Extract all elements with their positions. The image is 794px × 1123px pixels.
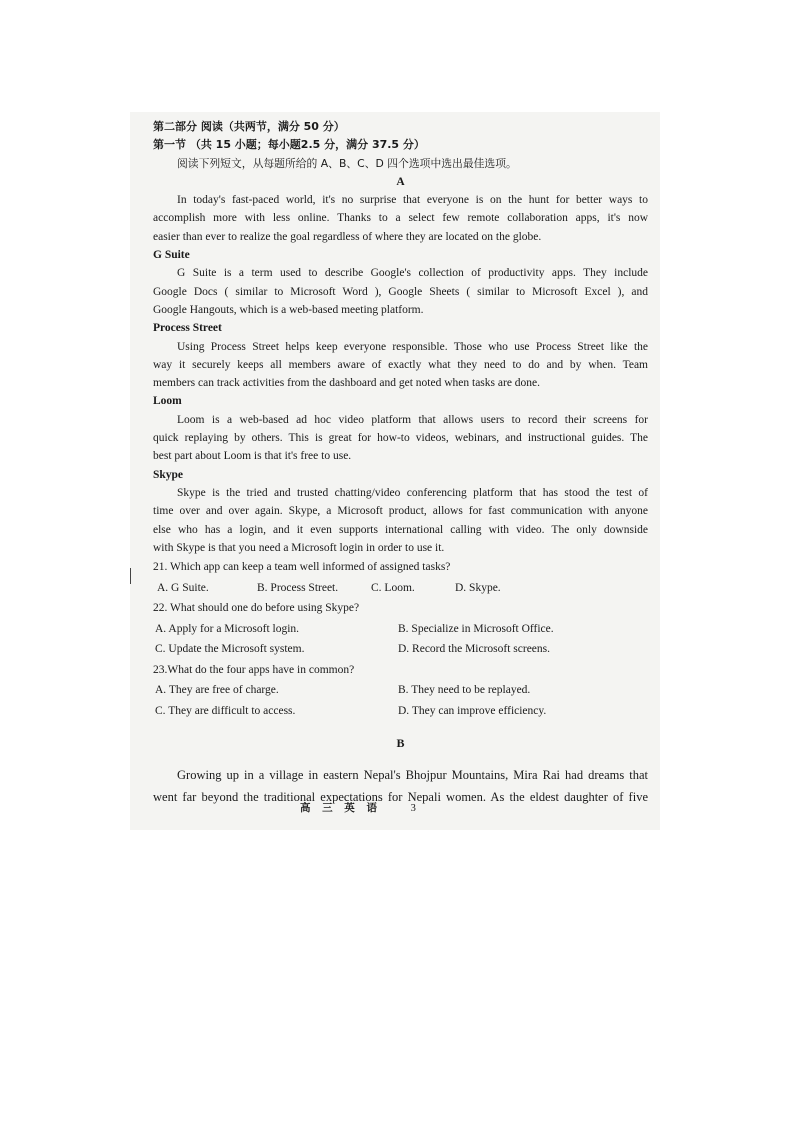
passage-a-intro — [153, 191, 648, 246]
instruction: 阅读下列短文，从每题所给的 A、B、C、D 四个选项中选出最佳选项。 — [177, 156, 517, 170]
text-line: time over and over again. Skype, a Microsoft product, allows for fast communication with anyone — [153, 505, 648, 518]
app-heading-skype: Skype — [153, 468, 184, 481]
option-a: A. G Suite. — [157, 581, 209, 594]
option-a: A. Apply for a Microsoft login. — [155, 622, 300, 635]
options-row — [153, 578, 648, 599]
option-a: A. They are free of charge. — [155, 684, 279, 697]
app-paragraph-skype — [153, 484, 648, 557]
option-b: B. Specialize in Microsoft Office. — [398, 622, 554, 635]
option-c: C. Loom. — [371, 581, 415, 594]
exam-page — [153, 118, 648, 808]
text-line: Growing up in a village in eastern Nepal's Bhojpur Mountains, Mira Rai had dreams that — [177, 768, 648, 783]
options-row — [153, 680, 648, 701]
question-stem: 23.What do the four apps have in common? — [153, 663, 355, 676]
text-line: In today's fast-paced world, it's no surprise that everyone is on the hunt for better ways to — [177, 194, 648, 207]
text-line: Google Docs ( similar to Microsoft Word ), Google Sheets ( similar to Microsoft Excel ), and — [153, 285, 648, 298]
text-line: quick replaying by others. This is great for how-to videos, webinars, and instructional guides. The — [153, 432, 648, 445]
text-line: went far beyond the traditional expectations for Nepali women. As the eldest daughter of five — [153, 789, 648, 804]
app-paragraph-process-street — [153, 338, 648, 393]
text-line: easier than ever to realize the goal regardless of where they are located on the globe. — [153, 230, 542, 243]
app-heading-g-suite: G Suite — [153, 249, 190, 262]
text-line: members can track activities from the dashboard and get noted when tasks are done. — [153, 377, 541, 390]
text-line: accomplish more with less online. Thanks to a select few remote collaboration apps, it's now — [153, 212, 648, 225]
app-heading-loom: Loom — [153, 395, 182, 408]
options-row — [153, 619, 648, 640]
passage-b-label: B — [396, 736, 405, 751]
passage-a-label: A — [396, 175, 405, 188]
app-paragraph-loom — [153, 411, 648, 466]
text-line: with Skype is that you need a Microsoft login in order to use it. — [153, 541, 445, 554]
options-row — [153, 701, 648, 722]
option-d: D. They can improve efficiency. — [398, 704, 547, 717]
margin-mark — [130, 568, 131, 584]
text-line: Google Hangouts, which is a web-based meeting platform. — [153, 303, 424, 316]
footer-page-number: 3 — [410, 803, 416, 814]
text-line: else who has a login, and it even supports international calling with video. The only downside — [153, 523, 648, 536]
question-22 — [153, 598, 648, 660]
text-line: best part about Loom is that it's free to use. — [153, 450, 352, 463]
text-line: Skype is the tried and trusted chatting/video conferencing platform that has stood the test of — [177, 486, 648, 499]
option-d: D. Record the Microsoft screens. — [398, 643, 551, 656]
option-c: C. They are difficult to access. — [155, 704, 296, 717]
text-line: G Suite is a term used to describe Google's collection of productivity apps. They include — [177, 267, 648, 280]
app-paragraph-g-suite — [153, 264, 648, 319]
option-c: C. Update the Microsoft system. — [155, 643, 305, 656]
option-b: B. Process Street. — [257, 581, 339, 594]
options-row — [153, 639, 648, 660]
question-21 — [153, 557, 648, 598]
part-title: 第二部分 阅读（共两节，满分 50 分） — [153, 120, 345, 133]
question-23 — [153, 660, 648, 722]
text-line: Loom is a web-based ad hoc video platform that allows users to record their screens for — [177, 413, 648, 426]
app-heading-process-street: Process Street — [153, 322, 222, 335]
section-title: 第一节 （共 15 小题；每小题2.5 分，满分 37.5 分） — [153, 138, 425, 152]
option-b: B. They need to be replayed. — [398, 684, 531, 697]
text-line: way it securely keeps all members aware of exactly what they need to do and by when. Team — [153, 358, 648, 371]
page-footer — [300, 800, 416, 815]
option-d: D. Skype. — [455, 581, 501, 594]
question-stem: 22. What should one do before using Skype? — [153, 602, 360, 615]
question-stem: 21. Which app can keep a team well informed of assigned tasks? — [153, 561, 451, 574]
footer-subject: 高 三 英 语 — [300, 802, 381, 814]
text-line: Using Process Street helps keep everyone responsible. Those who use Process Street like the — [177, 340, 648, 353]
